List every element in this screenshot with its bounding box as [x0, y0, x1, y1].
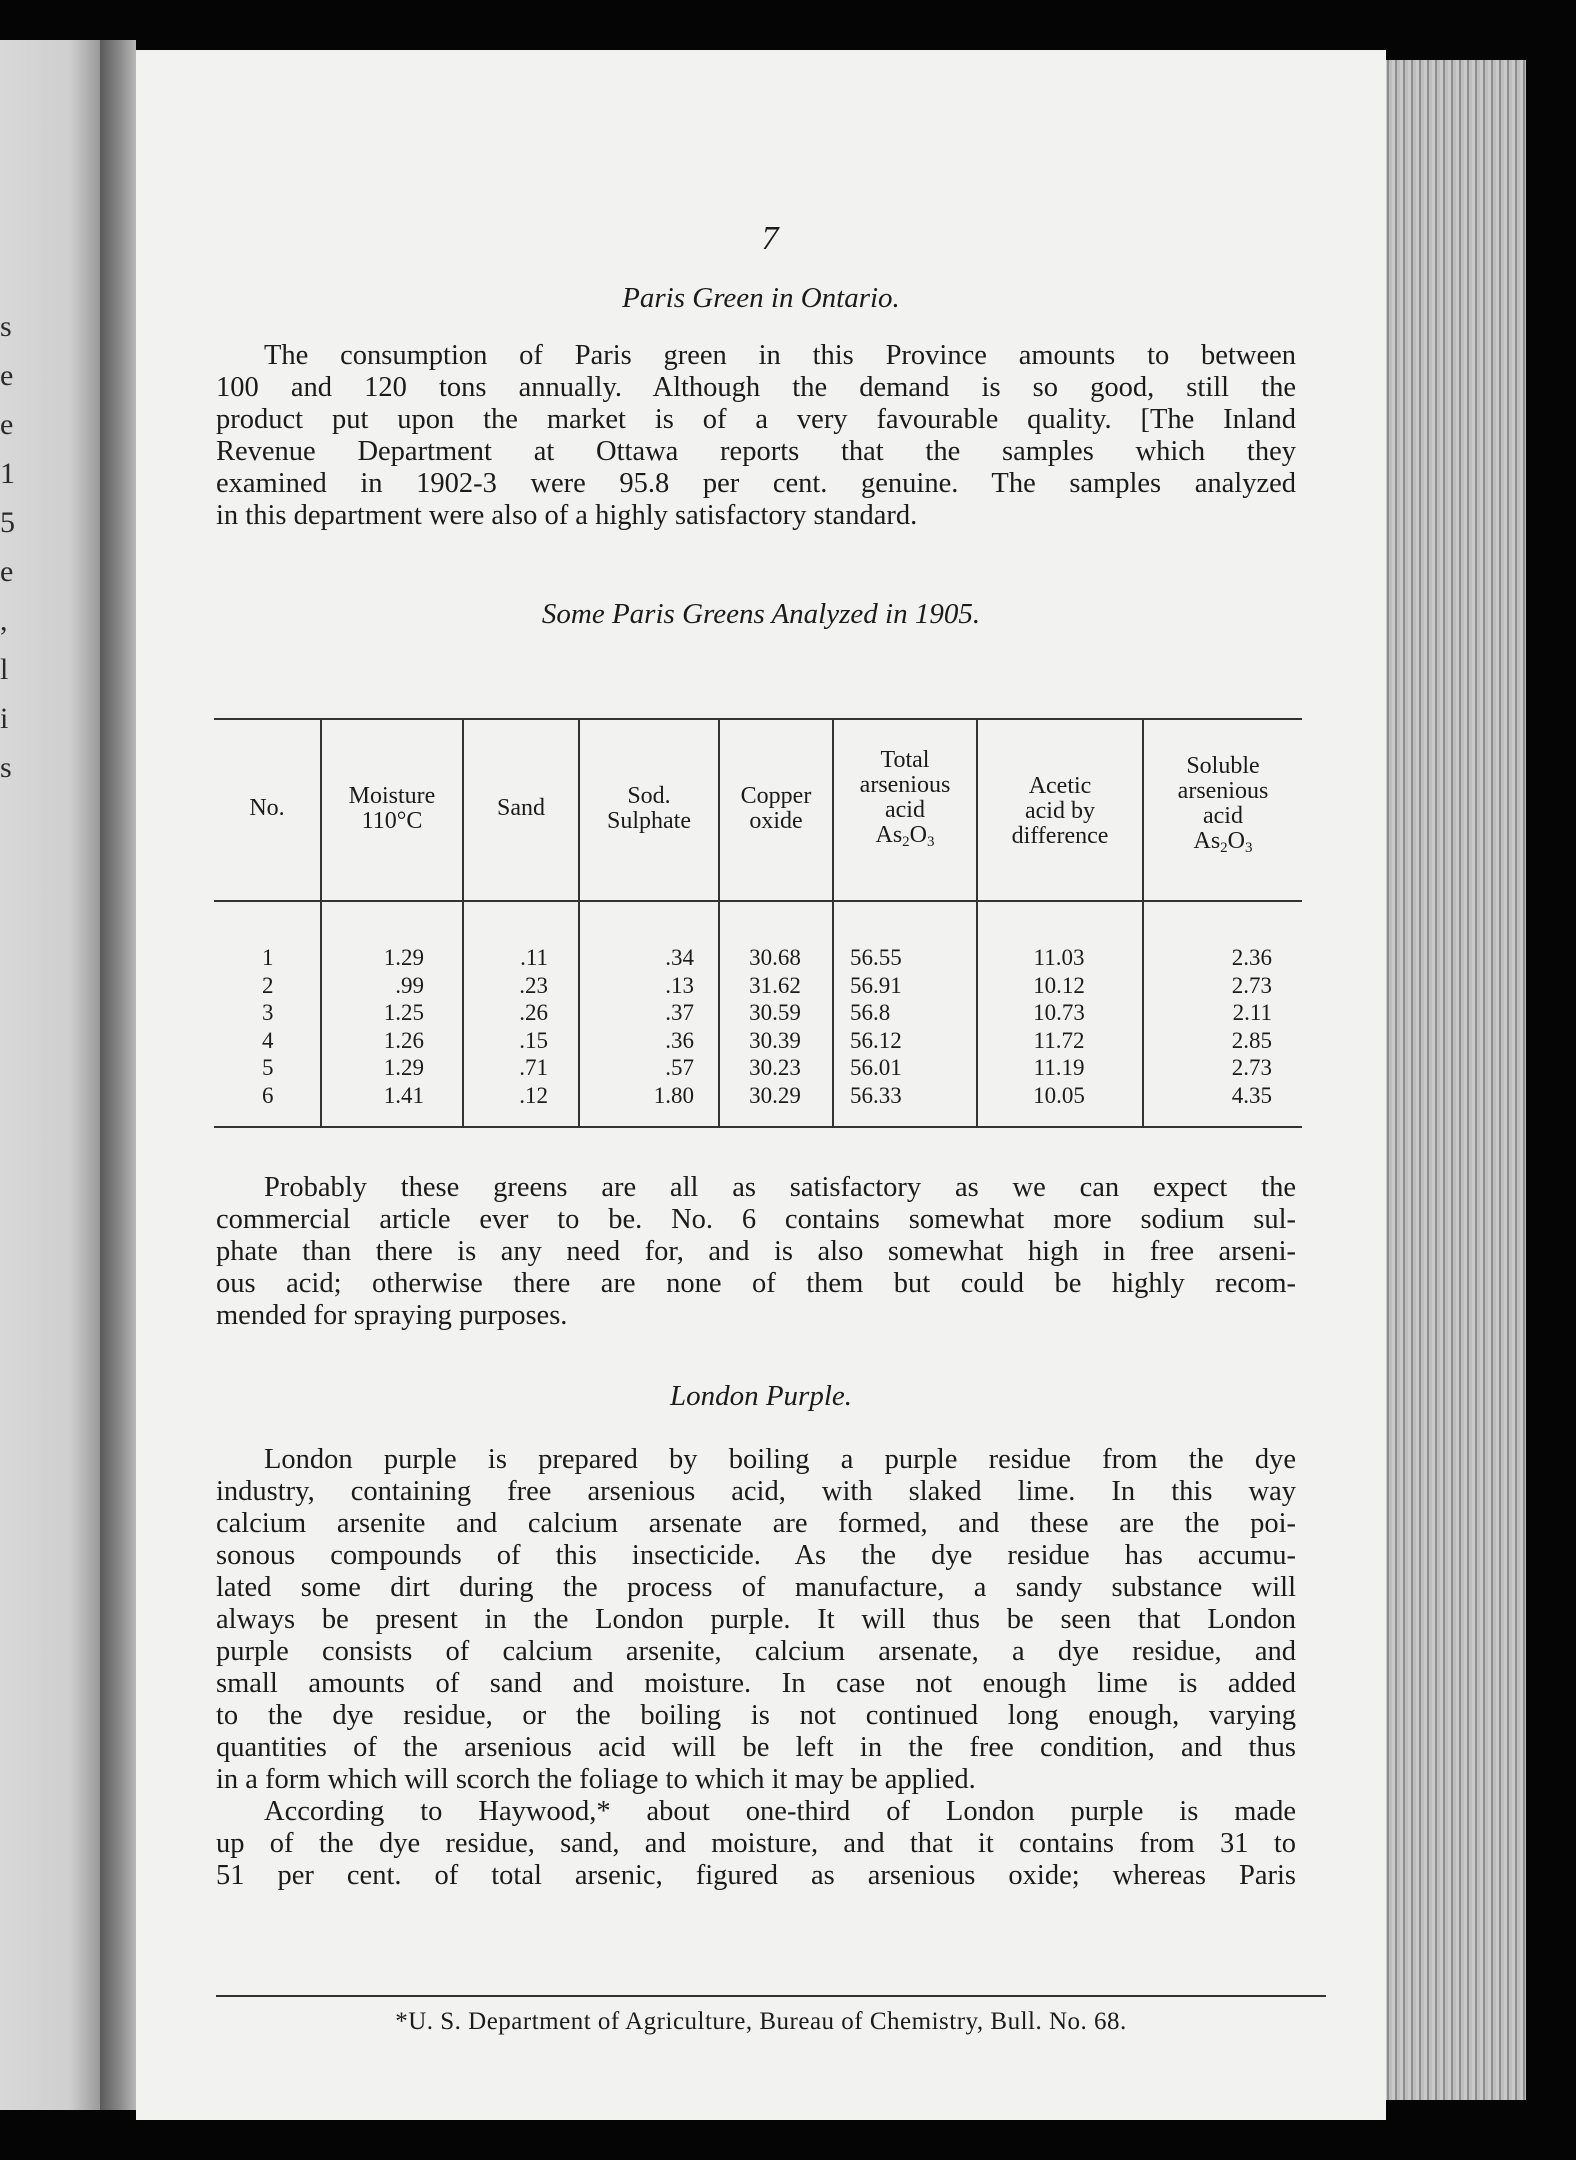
table-cell: 10.05 [1033, 1082, 1085, 1108]
table-cell: 6 [262, 1082, 274, 1108]
book-page [136, 50, 1386, 2120]
formula-subscript: 3 [927, 834, 935, 850]
text-line: calcium arsenite and calcium arsenate are formed, and these are the poi- [216, 1508, 1296, 1539]
text-line: small amounts of sand and moisture. In case not enough lime is added [216, 1668, 1296, 1699]
header-text: arsenious [859, 772, 951, 798]
table-cell: .37 [665, 1000, 694, 1025]
table-cell: 11.72 [1033, 1027, 1085, 1053]
table-cell: 30.23 [749, 1055, 801, 1080]
table-column-divider [578, 718, 580, 1126]
left-page-text [0, 302, 20, 792]
table-cell: 11.19 [1033, 1055, 1085, 1080]
header-copper-oxide [720, 784, 832, 834]
formula-subscript: 2 [1220, 840, 1228, 856]
text-line: sonous compounds of this insecticide. As the dye residue has accumu- [216, 1540, 1296, 1571]
header-no [214, 796, 320, 821]
left-fragment-char: l [0, 653, 9, 686]
table-column-divider [320, 718, 322, 1126]
table-cell: .13 [665, 972, 694, 998]
left-fragment-char: i [0, 702, 9, 735]
table-cell: .15 [519, 1027, 548, 1053]
header-text: acid [885, 797, 925, 823]
table-cell: .34 [665, 945, 694, 970]
book-gutter [100, 40, 136, 2110]
formula-subscript: 2 [902, 834, 910, 850]
table-column-divider [718, 718, 720, 1126]
header-text: No. [249, 795, 285, 821]
header-sand [464, 796, 578, 821]
left-fragment-char: e [0, 359, 14, 392]
text-line: Probably these greens are all as satisfactory as we can expect the [264, 1172, 1296, 1203]
text-line: phate than there is any need for, and is also somewhat high in free arseni- [216, 1236, 1296, 1267]
left-fragment-char: , [0, 604, 8, 637]
table-cell: 2.36 [1231, 945, 1272, 970]
table-cell: 4.35 [1231, 1082, 1272, 1108]
header-acetic-acid [978, 774, 1142, 849]
table-cell: .23 [519, 972, 548, 998]
header-text: acid by [1025, 798, 1095, 824]
header-text: Total [880, 747, 930, 773]
text-line: always be present in the London purple. It will thus be seen that London [216, 1604, 1296, 1635]
table-cell: 11.03 [1033, 945, 1085, 970]
left-fragment-char: 1 [0, 457, 15, 490]
formula-part: As [1193, 828, 1221, 854]
text-line: 51 per cent. of total arsenic, figured as arsenious oxide; whereas Paris [216, 1860, 1296, 1891]
text-line: 100 and 120 tons annually. Although the demand is so good, still the [216, 372, 1296, 403]
header-text: Sod. [627, 783, 671, 809]
table-cell: 3 [262, 1000, 274, 1025]
table-cell: 2 [262, 972, 274, 998]
table-cell: 10.73 [1033, 1000, 1085, 1025]
table-cell: 1.25 [383, 1000, 424, 1025]
table-cell: 1.41 [383, 1082, 424, 1108]
table-cell: 1.80 [653, 1082, 694, 1108]
table-cell: 1 [262, 945, 274, 970]
text-line: product put upon the market is of a very favourable quality. [The Inland [216, 404, 1296, 435]
table-cell: .99 [395, 972, 424, 998]
table-cell: 10.12 [1033, 972, 1085, 998]
table-cell: 1.29 [383, 945, 424, 970]
table-title: Some Paris Greens Analyzed in 1905. [541, 598, 981, 630]
text-line: Revenue Department at Ottawa reports that the samples which they [216, 436, 1296, 467]
table-cell: .11 [520, 945, 548, 970]
column-sand [486, 944, 548, 1109]
table-cell: 5 [262, 1055, 274, 1080]
table-cell: 2.11 [1232, 1000, 1272, 1025]
column-moisture [344, 944, 424, 1109]
text-line: mended for spraying purposes. [216, 1300, 568, 1331]
text-line: purple consists of calcium arsenite, calcium arsenate, a dye residue, and [216, 1636, 1296, 1667]
footnote-rule [216, 1995, 1326, 1997]
analysis-table [214, 662, 1302, 1142]
table-cell: 30.68 [749, 945, 801, 970]
table-cell: 30.59 [749, 1000, 801, 1025]
header-sod-sulphate [580, 784, 718, 834]
table-cell: 31.62 [749, 972, 801, 998]
formula-part: O [1227, 828, 1245, 854]
text-line: to the dye residue, or the boiling is not continued long enough, varying [216, 1700, 1296, 1731]
paragraph-london-purple [216, 1444, 1296, 1796]
header-text: Acetic [1028, 773, 1092, 799]
column-acetic-acid [1014, 944, 1104, 1109]
paragraph-consumption [216, 340, 1296, 532]
table-cell: 56.01 [850, 1055, 902, 1080]
section-heading-london-purple: London Purple. [669, 1380, 853, 1412]
text-line: According to Haywood,* about one-third of London purple is made [264, 1796, 1296, 1827]
header-text: arsenious [1177, 778, 1269, 804]
column-soluble-arsenious [1192, 944, 1272, 1109]
column-total-arsenious [850, 944, 940, 1109]
left-fragment-char: e [0, 555, 14, 588]
text-line: quantities of the arsenious acid will be left in the free condition, and thus [216, 1732, 1296, 1763]
table-cell: 56.91 [850, 972, 902, 998]
table-cell: 2.85 [1231, 1027, 1272, 1053]
text-line: up of the dye residue, sand, and moisture, and that it contains from 31 to [216, 1828, 1296, 1859]
header-total-arsenious [834, 748, 976, 855]
page-number: 7 [761, 220, 779, 257]
table-cell: 1.26 [383, 1027, 424, 1053]
column-no [262, 944, 302, 1109]
formula-as2o3 [1144, 829, 1302, 861]
table-cell: .57 [665, 1055, 694, 1080]
formula-subscript: 3 [1245, 840, 1253, 856]
left-fragment-char: 5 [0, 506, 15, 539]
text-line: lated some dirt during the process of manufacture, a sandy substance will [216, 1572, 1296, 1603]
section-heading-paris-green: Paris Green in Ontario. [622, 282, 900, 314]
text-line: examined in 1902-3 were 95.8 per cent. genuine. The samples analyzed [216, 468, 1296, 499]
paragraph-satisfactory [216, 1172, 1296, 1332]
text-line: in a form which will scorch the foliage to which it may be applied. [216, 1764, 976, 1795]
table-cell: .71 [519, 1055, 548, 1080]
table-bottom-rule [214, 1126, 1302, 1128]
footnote: *U. S. Department of Agriculture, Bureau of Chemistry, Bull. No. 68. [395, 2008, 1127, 2035]
table-column-divider [462, 718, 464, 1126]
table-cell: .26 [519, 1000, 548, 1025]
header-moisture [322, 784, 462, 834]
header-text: oxide [749, 808, 803, 834]
left-fragment-char: s [0, 751, 12, 784]
table-cell: 30.29 [749, 1082, 801, 1108]
text-line: in this department were also of a highly satisfactory standard. [216, 500, 918, 531]
left-fragment-char: s [0, 310, 12, 343]
header-text: Sulphate [607, 808, 691, 834]
table-cell: 2.73 [1231, 972, 1272, 998]
formula-as2o3 [834, 823, 976, 855]
table-header-rule [214, 900, 1302, 902]
header-text: Moisture [348, 783, 436, 809]
header-text: acid [1203, 803, 1243, 829]
left-fragment-char: e [0, 408, 14, 441]
formula-part: O [909, 822, 927, 848]
table-cell: 56.55 [850, 945, 902, 970]
text-line: commercial article ever to be. No. 6 contains somewhat more sodium sul- [216, 1204, 1296, 1235]
header-soluble-arsenious [1144, 754, 1302, 861]
header-text: Sand [497, 795, 545, 821]
header-text: 110°C [361, 808, 423, 834]
header-text: Soluble [1186, 753, 1260, 779]
table-cell: 56.8 [850, 1000, 891, 1025]
table-cell: 30.39 [749, 1027, 801, 1053]
text-line: London purple is prepared by boiling a purple residue from the dye [264, 1444, 1296, 1475]
left-page-fragment [0, 40, 100, 2110]
table-cell: 4 [262, 1027, 274, 1053]
paragraph-haywood [216, 1796, 1296, 1892]
text-line: industry, containing free arsenious acid, with slaked lime. In this way [216, 1476, 1296, 1507]
header-text: difference [1011, 823, 1109, 849]
table-cell: 56.33 [850, 1082, 902, 1108]
text-line: ous acid; otherwise there are none of them but could be highly recom- [216, 1268, 1296, 1299]
page-edges [1376, 60, 1526, 2100]
table-cell: .36 [665, 1027, 694, 1053]
table-cell: 2.73 [1231, 1055, 1272, 1080]
table-cell: .12 [519, 1082, 548, 1108]
column-copper-oxide [730, 944, 820, 1109]
table-cell: 56.12 [850, 1027, 902, 1053]
text-line: The consumption of Paris green in this Province amounts to between [264, 340, 1296, 371]
table-top-rule [214, 718, 1302, 720]
header-text: Copper [740, 783, 812, 809]
table-cell: 1.29 [383, 1055, 424, 1080]
column-sod-sulphate [614, 944, 694, 1109]
formula-part: As [875, 822, 903, 848]
